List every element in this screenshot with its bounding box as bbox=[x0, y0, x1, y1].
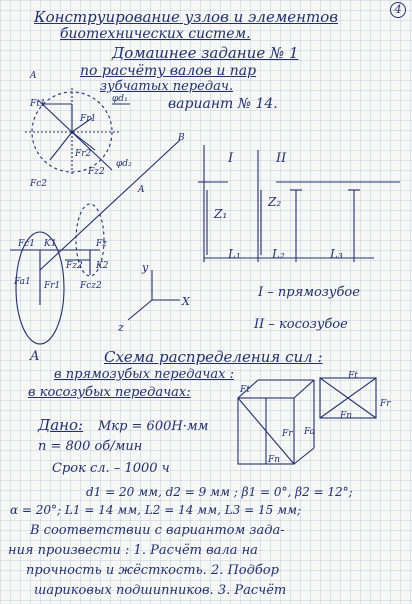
label-gear-I: I bbox=[228, 151, 234, 166]
label-Fcz2: Fcz2 bbox=[80, 281, 102, 291]
homework-heading: Домашнее задание № 1 bbox=[112, 44, 299, 62]
title-line-2: биотехнических систем. bbox=[60, 26, 251, 42]
axis-z: z bbox=[118, 321, 124, 334]
given-label: Дано: bbox=[38, 416, 84, 434]
scheme-heading: Схема распределения сил : bbox=[104, 348, 323, 366]
label-Fz: Fz bbox=[96, 239, 107, 249]
helical-gears-line: в косозубых передачах: bbox=[28, 385, 191, 400]
text-line-1: В соответствии с вариантом зада- bbox=[30, 523, 285, 538]
label-Fr1: Fr1 bbox=[80, 114, 97, 124]
label-A2: A bbox=[138, 185, 145, 195]
label-Fz2: Fz2 bbox=[88, 167, 105, 177]
label-Fr1b: Fr1 bbox=[44, 281, 61, 291]
label-Fz2b: Fz2 bbox=[66, 261, 83, 271]
label-A: A bbox=[30, 71, 37, 81]
label-Fa1: Fa1 bbox=[14, 277, 31, 287]
straight-gears-line: в прямозубых передачах : bbox=[54, 367, 234, 382]
given-torque: Мкр = 600Н·мм bbox=[98, 419, 209, 434]
given-rpm: n = 800 об/мин bbox=[38, 439, 143, 454]
homework-sub-1: по расчёту валов и пар bbox=[80, 63, 257, 79]
label-Ft: Ft bbox=[348, 371, 358, 381]
label-Z2: Z₂ bbox=[268, 195, 282, 209]
page-number: 4 bbox=[390, 2, 406, 18]
label-gear-II: II bbox=[276, 151, 287, 166]
text-line-4: шариковых подшипников. 3. Расчёт bbox=[34, 583, 287, 598]
label-L3: L₃ bbox=[330, 247, 343, 261]
text-line-3: прочность и жёсткость. 2. Подбор bbox=[26, 563, 279, 578]
label-Fr2b: Fr bbox=[282, 429, 293, 439]
label-Fa: Fa bbox=[304, 427, 315, 437]
label-Fc2: Fc2 bbox=[30, 179, 48, 189]
params-line-2: α = 20°; L1 = 14 мм, L2 = 14 мм, L3 = 15 мм; bbox=[10, 503, 302, 517]
label-Ft1: Ft1 bbox=[30, 99, 46, 109]
label-K1: K1 bbox=[44, 239, 57, 249]
label-L2: L₂ bbox=[272, 247, 285, 261]
label-Ft2: Ft bbox=[240, 385, 250, 395]
title-line-1: Конструирование узлов и элементов bbox=[34, 8, 338, 26]
label-L1: L₁ bbox=[228, 247, 241, 261]
label-Fn: Fn bbox=[340, 411, 353, 421]
given-life: Срок сл. – 1000 ч bbox=[52, 461, 170, 476]
label-Fn2: Fn bbox=[268, 455, 281, 465]
label-B: B bbox=[178, 133, 185, 143]
label-d2: φd₂ bbox=[116, 159, 132, 169]
label-Fr: Fr bbox=[380, 399, 391, 409]
label-Fc1: Fc1 bbox=[18, 239, 36, 249]
label-K2: K2 bbox=[96, 261, 109, 271]
label-d1: φd₁ bbox=[112, 94, 128, 104]
homework-sub-2: зубчатых передач. bbox=[100, 79, 234, 94]
variant: вариант № 14. bbox=[168, 96, 278, 112]
label-Z1: Z₁ bbox=[214, 207, 228, 221]
section-A-label: A bbox=[30, 349, 40, 364]
legend-helical: II – косозубое bbox=[254, 317, 348, 332]
label-Fr2: Fr2 bbox=[75, 149, 92, 159]
text-line-2: ния произвести : 1. Расчёт вала на bbox=[8, 543, 258, 558]
legend-straight: I – прямозубое bbox=[258, 285, 360, 300]
params-line-1: d1 = 20 мм, d2 = 9 мм ; β1 = 0°, β2 = 12°; bbox=[86, 485, 353, 499]
axis-x: X bbox=[182, 295, 190, 308]
axis-y: y bbox=[142, 261, 149, 274]
